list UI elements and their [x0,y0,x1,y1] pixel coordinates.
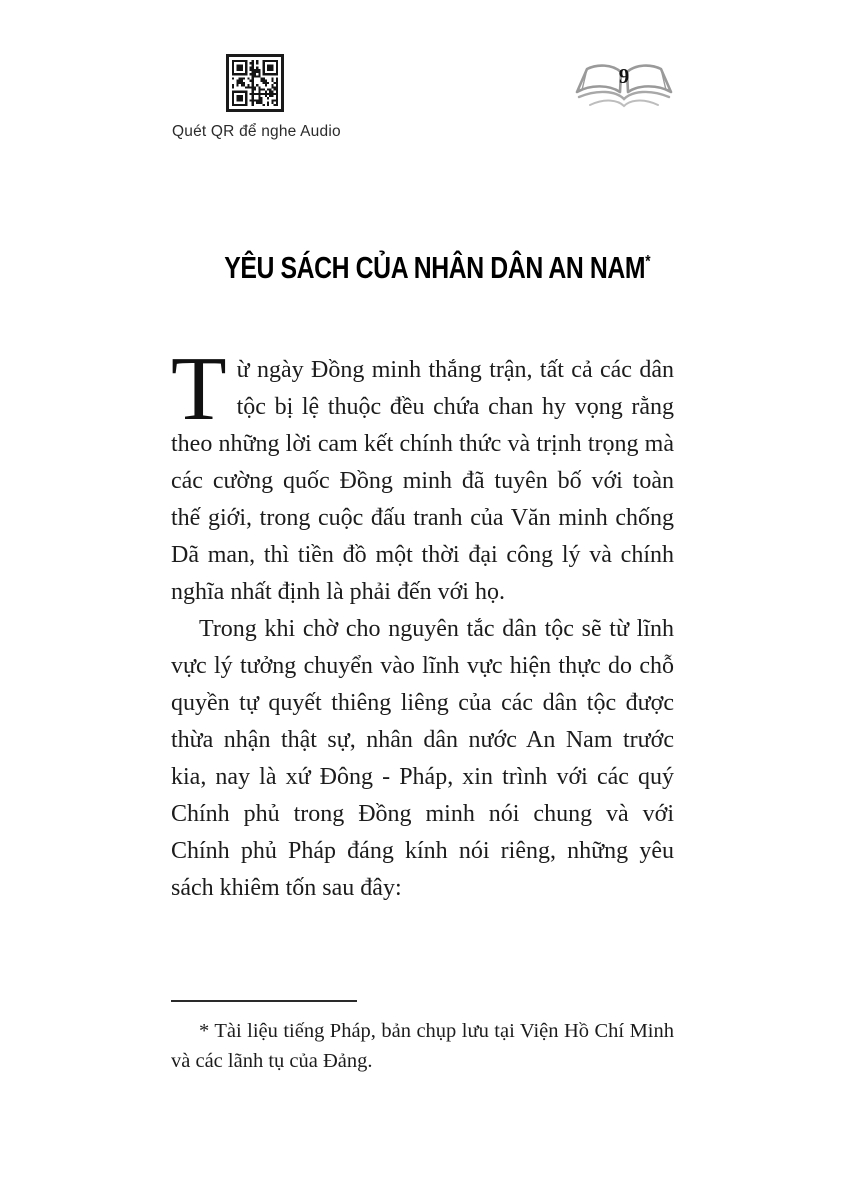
paragraph-1-text: ừ ngày Đồng minh thắng trận, tất cả các dân tộc bị lệ thuộc đều chứa chan hy vọng rằng theo những lời cam kết chính thức và trịnh trọng mà các cường quốc Đồng minh đã tuyên bố với toàn thế giới, trong cuộc đấu tranh của Văn minh chống Dã man, thì tiền đồ một thời đại công lý và chính nghĩa nhất định là phải đến với họ. [171,357,674,605]
article-title [171,250,674,286]
title-footnote-marker: * [645,251,651,271]
qr-code-icon [226,54,284,112]
article-title-text: YÊU SÁCH CỦA NHÂN DÂN AN NAM [224,250,646,285]
paragraph-2: Trong khi chờ cho nguyên tắc dân tộc sẽ từ lĩnh vực lý tưởng chuyển vào lĩnh vực hiện thực do chỗ quyền tự quyết thiêng liêng của các dân tộc được thừa nhận thật sự, nhân dân nước An Nam trước kia, nay là xứ Đông - Pháp, xin trình với các quý Chính phủ trong Đồng minh nói chung và với Chính phủ Pháp đáng kính nói riêng, những yêu sách khiêm tốn sau đây: [171,616,674,901]
drop-cap: T [171,338,227,439]
paragraph-1 [171,338,674,611]
footnote-block [171,1000,674,1076]
qr-caption: Quét QR để nghe Audio [172,123,341,140]
footnote-text: * Tài liệu tiếng Pháp, bản chụp lưu tại Viện Hồ Chí Minh và các lãnh tụ của Đảng. [171,1020,674,1072]
page-number-ornament [572,60,676,112]
page-number: 9 [618,64,630,88]
qr-audio-block [172,54,341,141]
footnote-separator [171,1000,357,1002]
article [171,250,674,907]
body-text [171,338,674,907]
